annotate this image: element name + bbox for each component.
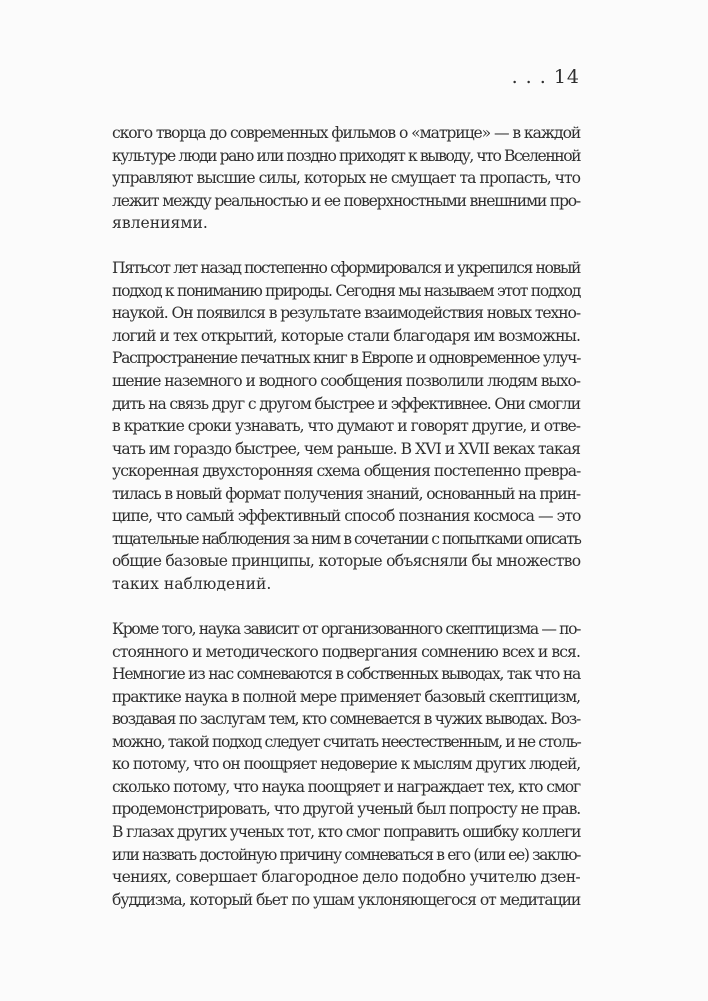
- text-line: ко потому, что он поощряет недоверие к мыслям других людей,: [112, 755, 581, 774]
- text-line: таких наблюдений.: [112, 574, 272, 593]
- text-line: подход к пониманию природы. Сегодня мы называем этот подход: [112, 281, 580, 300]
- text-line: сколько потому, что наука поощряет и награждает тех, кто смог: [112, 777, 581, 796]
- text-line: чать им гораздо быстрее, чем раньше. В XVI и XVII веках такая: [112, 439, 580, 458]
- text-line: ского творца до современных фильмов о «матрице» — в каждой: [112, 124, 581, 142]
- text-line: Немногие из нас сомневаются в собственных выводах, так что на: [112, 665, 580, 684]
- text-line: чениях, совершает благородное дело подобно учителю дзен-: [112, 868, 580, 887]
- text-line: дить на связь друг с другом быстрее и эффективнее. Они смогли: [112, 394, 580, 413]
- text-line: Пятьсот лет назад постепенно сформировался и укрепился новый: [112, 259, 580, 278]
- text-line: воздавая по заслугам тем, кто сомневается в чужих выводах. Воз-: [112, 710, 580, 729]
- text-line: культуре люди рано или поздно приходят к выводу, что Вселенной: [112, 146, 581, 165]
- text-line: лежит между реальностью и ее поверхностными внешними про-: [112, 191, 580, 210]
- body-text: [112, 122, 580, 934]
- text-line: общие базовые принципы, которые объясняли бы множество: [112, 552, 581, 571]
- text-line: в краткие сроки узнавать, что думают и говорят другие, и отве-: [112, 417, 580, 436]
- text-line: тилась в новый формат получения знаний, основанный на прин-: [112, 484, 580, 503]
- text-line: можно, такой подход следует считать неестественным, и не столь-: [112, 732, 581, 751]
- text-line: тщательные наблюдения за ним в сочетании с попытками описать: [112, 529, 581, 548]
- text-line: В глазах других ученых тот, кто смог поправить ошибку коллеги: [112, 822, 581, 841]
- text-line: шение наземного и водного сообщения позволили людям выхо-: [112, 372, 580, 391]
- text-line: продемонстрировать, что другой ученый был попросту не прав.: [112, 800, 581, 819]
- text-line: практике наука в полной мере применяет базовый скептицизм,: [112, 687, 580, 706]
- text-line: Распространение печатных книг в Европе и одновременное улуч-: [112, 349, 581, 368]
- text-line: управляют высшие силы, которых не смущает та пропасть, что: [112, 169, 580, 188]
- text-line: логий и тех открытий, которые стали благодаря им возможны.: [112, 326, 580, 345]
- text-line: наукой. Он появился в результате взаимодействия новых техно-: [112, 304, 580, 323]
- text-line: ускоренная двухсторонняя схема общения постепенно превра-: [112, 462, 581, 481]
- text-line: буддизма, который бьет по ушам уклоняющегося от медитации: [112, 890, 581, 909]
- paragraph: [112, 618, 580, 911]
- text-line: Кроме того, наука зависит от организованного скептицизма — по-: [112, 620, 581, 639]
- text-line: стоянного и методического подвергания сомнению всех и вся.: [112, 642, 580, 661]
- paragraph: [112, 122, 580, 235]
- page-number: . . . 14: [511, 66, 580, 88]
- paragraph: [112, 257, 580, 595]
- text-line: явлениями.: [112, 214, 208, 233]
- text-line: ципе, что самый эффективный способ познания космоса — это: [112, 507, 581, 526]
- text-line: или назвать достойную причину сомневаться в его (или ее) заклю-: [112, 845, 580, 864]
